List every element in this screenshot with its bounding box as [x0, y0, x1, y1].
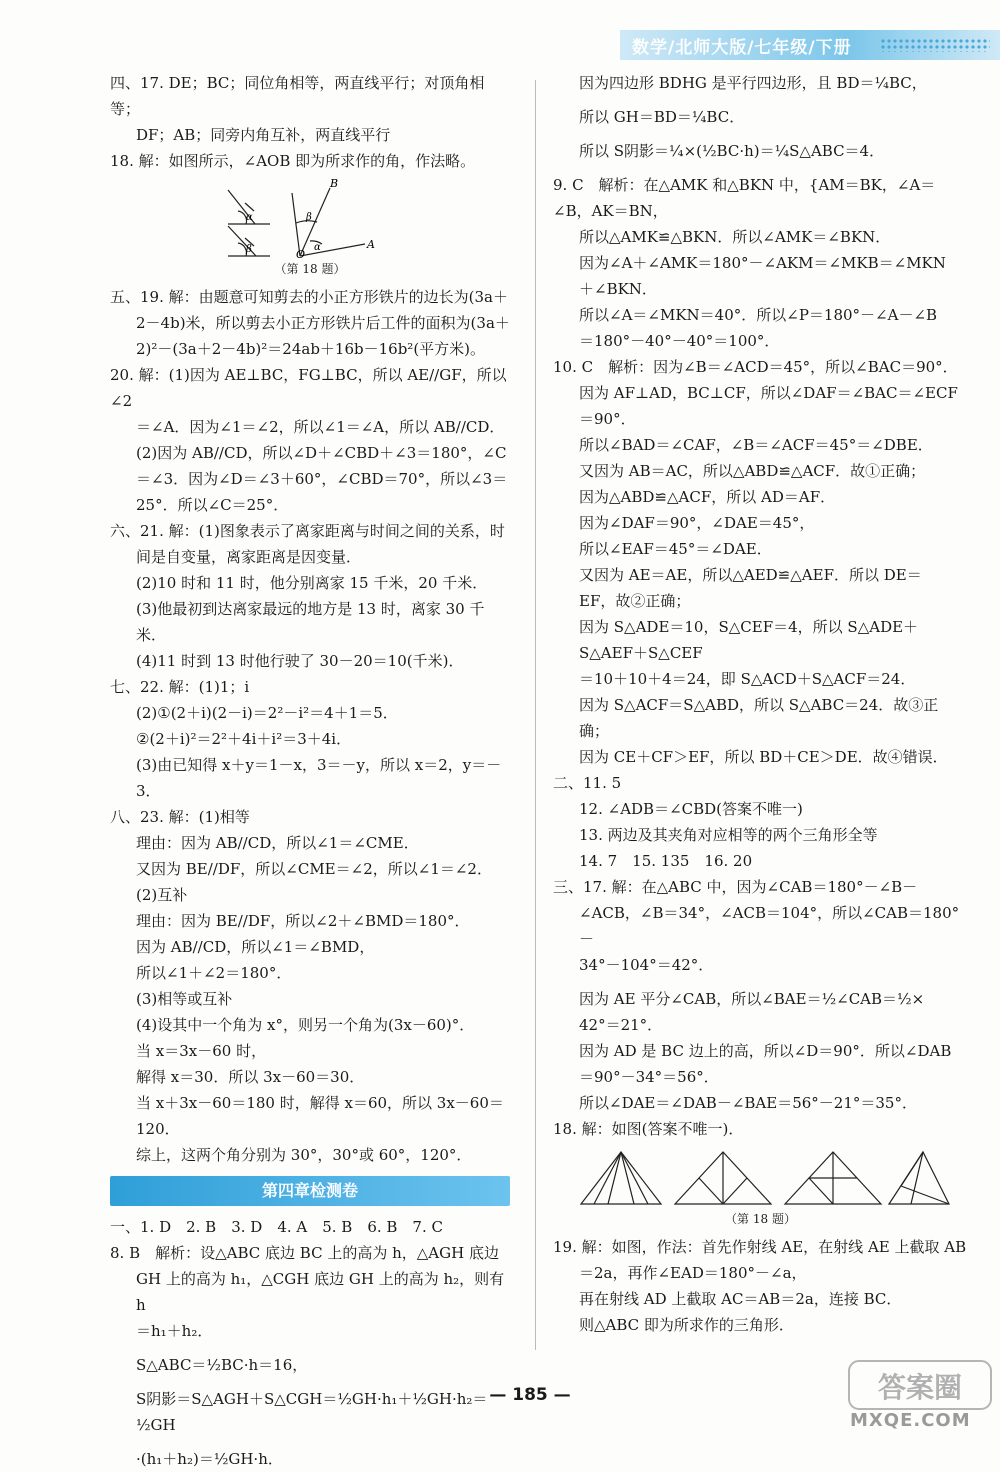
- answer-line: 五、19. 解：由题意可知剪去的小正方形铁片的边长为(3a＋: [110, 288, 508, 306]
- answer-line: (3)他最初到达离家最远的地方是 13 时，离家 30 千米．: [136, 600, 485, 644]
- angle-construction-figure: [210, 178, 410, 258]
- answer-line: 因为 AB//CD，所以∠1＝∠BMD，: [136, 938, 375, 956]
- answer-line: 又因为 AB＝AC，所以△ABD≌△ACF．故①正确；: [579, 462, 926, 480]
- answer-line: 10. C 解析：因为∠B＝∠ACD＝45°，所以∠BAC＝90°．: [553, 358, 958, 376]
- answer-line: 因为△ABD≌△ACF，所以 AD＝AF．: [579, 488, 836, 506]
- right-column: [553, 70, 968, 1338]
- answer-line: 则△ABC 即为所求作的三角形．: [579, 1316, 794, 1334]
- answer-line: ②(2＋i)²＝2²＋4i＋i²＝3＋4i．: [136, 730, 352, 748]
- answer-line: ＝∠3．因为∠D＝∠3＋60°，∠CBD＝70°，所以∠3＝: [136, 470, 508, 488]
- answer-line: 当 x＋3x－60＝180 时，解得 x＝60，所以 3x－60＝120．: [136, 1094, 504, 1138]
- answer-line: 13. 两边及其夹角对应相等的两个三角形全等: [579, 826, 878, 844]
- answer-line: 因为∠DAF＝90°，∠DAE＝45°，: [579, 514, 815, 532]
- answer-line: (3)相等或互补: [136, 990, 233, 1008]
- answer-line: (2)互补: [136, 886, 188, 904]
- answer-line: ＝h₁＋h₂．: [136, 1322, 213, 1340]
- formula-line: S△ABC＝½BC·h＝16，: [136, 1356, 308, 1374]
- answer-line: 七、22. 解：(1)1；i: [110, 678, 250, 696]
- beta-label: β: [306, 212, 312, 223]
- answer-line: 2)²－(3a＋2－4b)²＝24ab＋16b－16b²(平方米)。: [136, 340, 486, 358]
- header-dots-decoration: [880, 38, 990, 52]
- watermark-logo-text: 答案圈: [877, 1371, 963, 1404]
- section-title-banner: 第四章检测卷: [110, 1176, 510, 1206]
- answer-line: 理由：因为 AB//CD，所以∠1＝∠CME．: [136, 834, 419, 852]
- answer-line: 因为 S△ACF＝S△ABD，所以 S△ABC＝24．故③正确；: [579, 696, 939, 740]
- header-title: 数学/北师大版/七年级/下册: [632, 38, 852, 58]
- page-number: — 185 —: [489, 1385, 571, 1405]
- answer-line: 八、23. 解：(1)相等: [110, 808, 250, 826]
- answer-line: 一、1. D 2. B 3. D 4. A 5. B 6. B 7. C: [110, 1218, 443, 1236]
- answer-line: (2)因为 AB//CD，所以∠D＋∠CBD＋∠3＝180°，∠C: [136, 444, 507, 462]
- answer-line: 所以∠BAD＝∠CAF，∠B＝∠ACF＝45°＝∠DBE．: [579, 436, 933, 454]
- answer-line: 三、17. 解：在△ABC 中，因为∠CAB＝180°－∠B－: [553, 878, 918, 896]
- left-column: [110, 70, 510, 1472]
- answer-line: 所以∠EAF＝45°＝∠DAE．: [579, 540, 772, 558]
- answer-line: ＋∠BKN．: [579, 280, 657, 298]
- answer-line: (4)11 时到 13 时他行驶了 30－20＝10(千米)．: [136, 652, 464, 670]
- answer-line: GH 上的高为 h₁，△CGH 底边 GH 上的高为 h₂，则有 h: [136, 1270, 509, 1314]
- answer-line: 所以∠DAE＝∠DAB－∠BAE＝56°－21°＝35°．: [579, 1094, 917, 1112]
- answer-line: 间是自变量，离家距离是因变量．: [136, 548, 362, 566]
- triangle-division-figure: [571, 1146, 951, 1208]
- answer-line: 20. 解：(1)因为 AE⊥BC，FG⊥BC，所以 AE//GF，所以∠2: [110, 366, 507, 410]
- answer-line: 因为 CE＋CF＞EF，所以 BD＋CE＞DE．故④错误．: [579, 748, 948, 766]
- answer-line: 所以∠1＋∠2＝180°．: [136, 964, 292, 982]
- point-o-label: O: [296, 248, 306, 258]
- answer-line: ＝180°－40°－40°＝100°．: [579, 332, 780, 350]
- answer-line: 14. 7 15. 135 16. 20: [579, 852, 753, 870]
- answer-line: ＝∠A．因为∠1＝∠2，所以∠1＝∠A，所以 AB//CD．: [136, 418, 505, 436]
- answer-line: (2)10 时和 11 时，他分别离家 15 千米，20 千米．: [136, 574, 488, 592]
- answer-line: (4)设其中一个角为 x°，则另一个角为(3x－60)°．: [136, 1016, 475, 1034]
- answer-line: 因为 AF⊥AD，BC⊥CF，所以∠DAF＝∠BAC＝∠ECF: [579, 384, 958, 402]
- answer-line: 12. ∠ADB＝∠CBD(答案不唯一): [579, 800, 803, 818]
- answer-line: 因为∠A＋∠AMK＝180°－∠AKM＝∠MKB＝∠MKN: [579, 254, 946, 272]
- answer-line: 理由：因为 BE//DF，所以∠2＋∠BMD＝180°．: [136, 912, 470, 930]
- answer-line: ＝2a，再作∠EAD＝180°－∠a，: [579, 1264, 807, 1282]
- answer-line: ＝90°－34°＝56°．: [579, 1068, 719, 1086]
- answer-line: 六、21. 解：(1)图象表示了离家距离与时间之间的关系，时: [110, 522, 505, 540]
- answer-line: 二、11. 5: [553, 774, 622, 792]
- answer-line: (3)由已知得 x＋y＝1－x，3＝－y，所以 x＝2，y＝－3．: [136, 756, 502, 800]
- answer-line: 9. C 解析：在△AMK 和△BKN 中，{AM＝BK，∠A＝∠B，AK＝BN，: [553, 176, 936, 220]
- answer-line: ＝90°．: [579, 410, 636, 428]
- figure-caption: （第 18 题）: [274, 262, 346, 276]
- alpha-label: α: [314, 242, 321, 253]
- answer-line: 所以 GH＝BD＝¼BC．: [579, 108, 745, 126]
- point-a-label: A: [367, 238, 375, 251]
- answer-line: 当 x＝3x－60 时，: [136, 1042, 267, 1060]
- watermark-text: MXQE.COM: [850, 1410, 971, 1431]
- answer-line: 34°－104°＝42°．: [579, 956, 714, 974]
- answer-line: 因为 S△ADE＝10，S△CEF＝4，所以 S△ADE＋S△AEF＋S△CEF: [579, 618, 919, 662]
- formula-line: S阴影＝S△AGH＋S△CGH＝½GH·h₁＋½GH·h₂＝½GH: [136, 1390, 488, 1434]
- answer-line: (2)①(2＋i)(2－i)＝2²－i²＝4＋1＝5．: [136, 704, 398, 722]
- answer-line: 19. 解：如图，作法：首先作射线 AE，在射线 AE 上截取 AB: [553, 1238, 967, 1256]
- answer-line: 18. 解：如图所示，∠AOB 即为所求作的角，作法略。: [110, 152, 476, 170]
- answer-line: DF；AB；同旁内角互补，两直线平行: [136, 126, 391, 144]
- figure-18-left: [110, 178, 510, 258]
- column-divider: [535, 80, 536, 1350]
- figure-18-right: [553, 1146, 968, 1208]
- answer-line: 因为 AE 平分∠CAB，所以∠BAE＝½∠CAB＝½×: [579, 990, 925, 1008]
- answer-line: 又因为 AE＝AE，所以△AED≌△AEF．所以 DE＝: [579, 566, 922, 584]
- answer-line: 所以 S阴影＝¼×(½BC·h)＝¼S△ABC＝4．: [579, 142, 885, 160]
- answer-line: 综上，这两个角分别为 30°，30°或 60°，120°．: [136, 1146, 472, 1164]
- answer-line: 所以∠A＝∠MKN＝40°．所以∠P＝180°－∠A－∠B: [579, 306, 938, 324]
- figure-caption: （第 18 题）: [725, 1212, 796, 1226]
- answer-line: 四、17. DE；BC；同位角相等，两直线平行；对顶角相等；: [110, 74, 485, 118]
- beta-label: β: [246, 244, 252, 255]
- answer-line: 因为四边形 BDHG 是平行四边形，且 BD＝¼BC，: [579, 74, 927, 92]
- answer-line: 18. 解：如图(答案不唯一)．: [553, 1120, 744, 1138]
- answer-line: EF，故②正确；: [579, 592, 691, 610]
- answer-line: 2－4b)米，所以剪去小正方形铁片后工件的面积为(3a＋: [136, 314, 510, 332]
- formula-line: ·(h₁＋h₂)＝½GH·h．: [136, 1450, 283, 1468]
- answer-line: 8. B 解析：设△ABC 底边 BC 上的高为 h，△AGH 底边: [110, 1244, 499, 1262]
- point-b-label: B: [330, 178, 339, 190]
- answer-line: ＝10＋10＋4＝24，即 S△ACD＋S△ACF＝24．: [579, 670, 916, 688]
- answer-line: 解得 x＝30．所以 3x－60＝30．: [136, 1068, 365, 1086]
- answer-line: 所以△AMK≌△BKN．所以∠AMK＝∠BKN．: [579, 228, 891, 246]
- answer-line: 又因为 BE//DF，所以∠CME＝∠2，所以∠1＝∠2．: [136, 860, 492, 878]
- answer-line: 再在射线 AD 上截取 AC＝AB＝2a，连接 BC．: [579, 1290, 902, 1308]
- answer-line: 25°．所以∠C＝25°．: [136, 496, 289, 514]
- answer-line: ∠ACB，∠B＝34°，∠ACB＝104°，所以∠CAB＝180°－: [579, 904, 960, 948]
- answer-line: 因为 AD 是 BC 边上的高，所以∠D＝90°．所以∠DAB: [579, 1042, 952, 1060]
- answer-line: 42°＝21°．: [579, 1016, 663, 1034]
- alpha-label: α: [246, 212, 253, 223]
